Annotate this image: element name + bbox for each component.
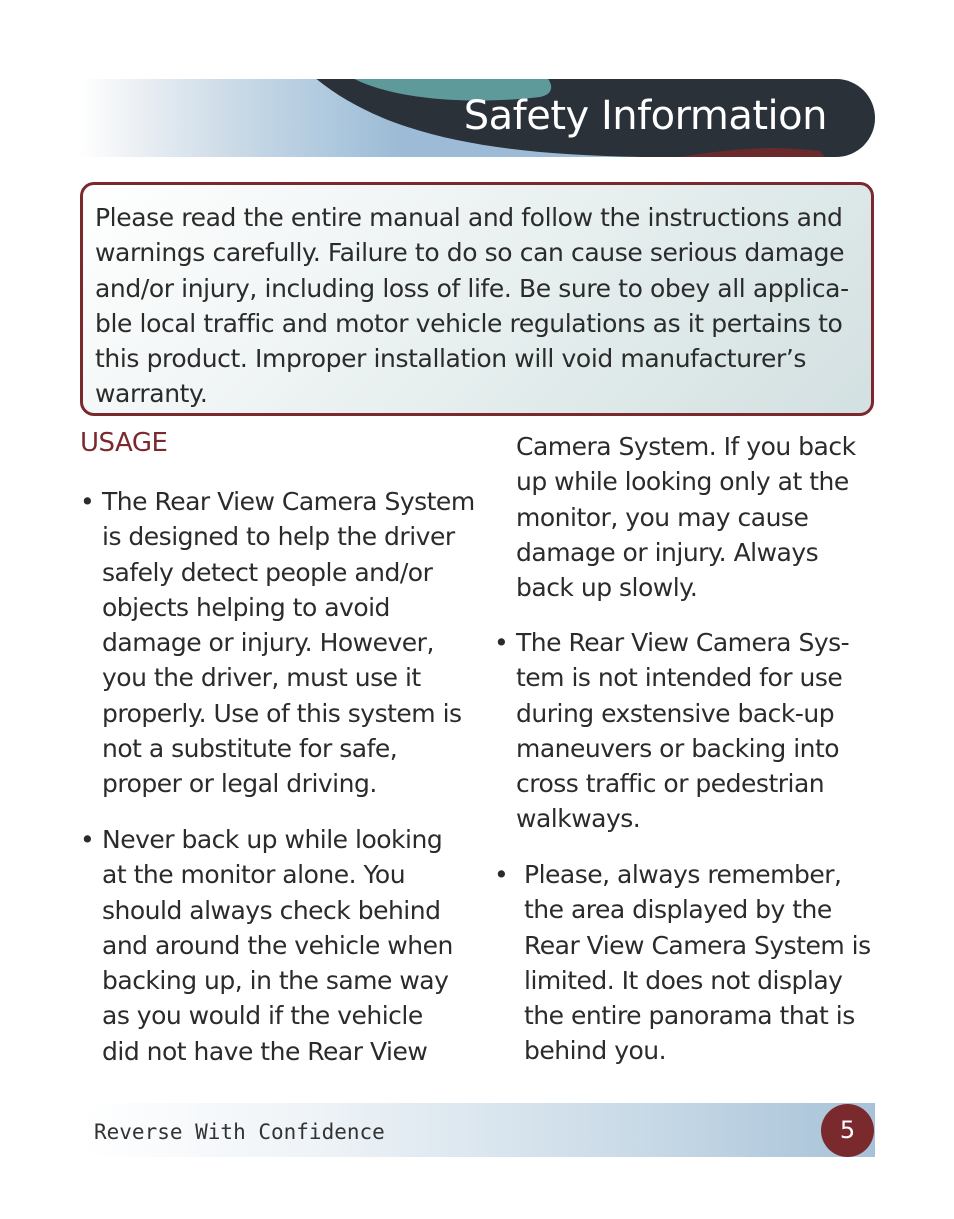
safety-warning-box <box>80 182 874 416</box>
bullet-line: behind you. <box>524 1036 667 1066</box>
bullet-line: the entire panorama that is <box>524 1001 855 1031</box>
bullet-continuation-text <box>516 429 886 605</box>
bullet-line: as you would if the vehicle <box>102 1001 423 1031</box>
bullet-line: damage or injury. Always <box>516 537 819 567</box>
header-banner <box>80 79 875 157</box>
warning-line: warranty. <box>95 379 208 409</box>
bullet-line: Please, always remember, <box>524 860 842 889</box>
bullet-line: proper or legal driving. <box>102 769 377 799</box>
bullet-line: The Rear View Camera Sys- <box>516 628 850 657</box>
bullet-line: maneuvers or backing into <box>516 733 840 763</box>
bullet-line: during exstensive back-up <box>516 698 835 728</box>
bullet-line: monitor, you may cause <box>516 502 809 532</box>
warning-line: Please read the entire manual and follow the instructions and <box>95 203 843 232</box>
bullet-dot: • <box>80 825 95 854</box>
bullet-line: the area displayed by the <box>524 895 832 925</box>
bullet-line: safely detect people and/or <box>102 557 433 587</box>
bullet-line: properly. Use of this system is <box>102 698 462 728</box>
bullet-line: damage or injury. However, <box>102 628 434 658</box>
bullet-line: at the monitor alone. You <box>102 860 406 890</box>
bullet-line: up while looking only at the <box>516 467 849 497</box>
page-title: Safety Information <box>463 93 827 139</box>
footer-tagline: Reverse With Confidence <box>94 1120 385 1144</box>
bullet-line: and around the vehicle when <box>102 930 453 960</box>
bullet-text <box>524 857 884 1069</box>
bullet-line: you the driver, must use it <box>102 663 421 693</box>
bullet-text <box>102 822 482 1069</box>
bullet-line: back up slowly. <box>516 573 698 603</box>
bullet-dot: • <box>494 628 509 657</box>
warning-line: and/or injury, including loss of life. Be sure to obey all applica- <box>95 273 849 303</box>
bullet-line: should always check behind <box>102 895 441 925</box>
usage-heading: USAGE <box>80 428 168 458</box>
warning-line: this product. Improper installation will void manufacturer’s <box>95 344 807 374</box>
footer-bar <box>80 1103 875 1157</box>
bullet-line: Never back up while looking <box>102 825 443 854</box>
bullet-line: did not have the Rear View <box>102 1036 428 1066</box>
bullet-line: Camera System. If you back <box>516 432 856 461</box>
bullet-line: is designed to help the driver <box>102 522 455 552</box>
bullet-dot: • <box>80 487 95 516</box>
bullet-line: not a substitute for safe, <box>102 734 398 764</box>
bullet-text <box>102 484 482 802</box>
bullet-line: backing up, in the same way <box>102 966 449 996</box>
bullet-line: objects helping to avoid <box>102 592 390 622</box>
bullet-line: The Rear View Camera System <box>102 487 475 516</box>
warning-line: ble local traffic and motor vehicle regulations as it pertains to <box>95 308 843 338</box>
page-number-badge: 5 <box>821 1104 874 1157</box>
warning-line: warnings carefully. Failure to do so can cause serious damage <box>95 238 845 268</box>
bullet-line: walkways. <box>516 804 641 834</box>
bullet-line: Rear View Camera System is <box>524 930 871 960</box>
bullet-dot: • <box>494 860 509 889</box>
bullet-text <box>516 625 884 837</box>
bullet-line: cross traffic or pedestrian <box>516 769 825 799</box>
bullet-line: tem is not intended for use <box>516 663 843 693</box>
warning-text <box>95 200 861 412</box>
bullet-line: limited. It does not display <box>524 965 843 995</box>
